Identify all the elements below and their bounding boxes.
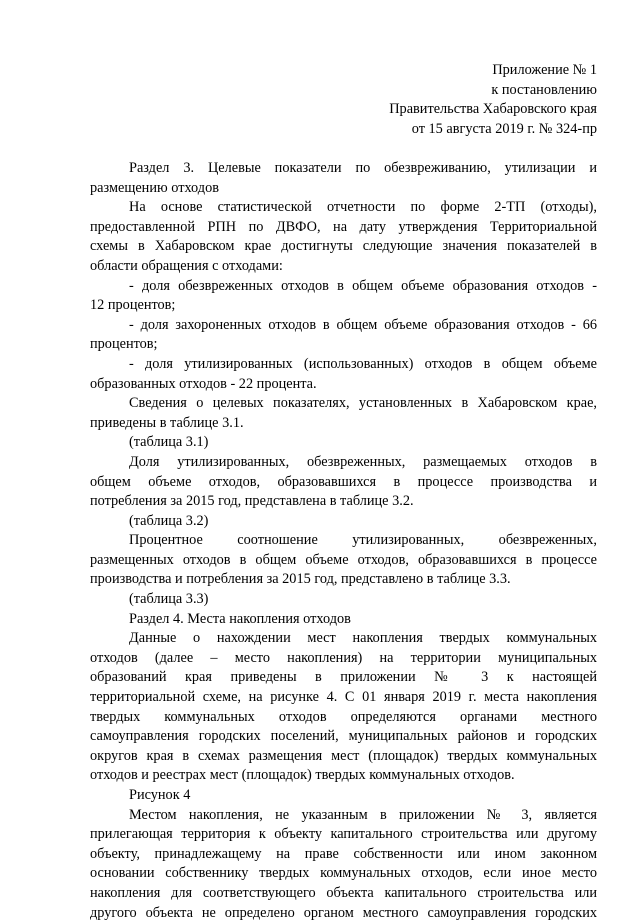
text-line: образований края приведены в приложении № 3 к настоящей <box>90 669 597 686</box>
text-line: другого объекта не определено органом местного самоуправления городских <box>90 904 597 921</box>
text-line: отходов и реестрах мест (площадок) твердых коммунальных отходов. <box>90 767 515 784</box>
text-line: На основе статистической отчетности по форме 2-ТП (отходы), <box>129 199 597 216</box>
text-line: Раздел 3. Целевые показатели по обезвреживанию, утилизации и <box>129 160 597 176</box>
text-line: предоставленной РПН по ДВФО, на дату утверждения Территориальной <box>90 218 597 235</box>
text-line: твердых коммунальных отходов определяются органами местного <box>90 708 597 725</box>
text-line: производства и потребления за 2015 год, представлено в таблице 3.3. <box>90 571 511 588</box>
text-line: Данные о нахождении мест накопления твердых коммунальных <box>129 630 597 647</box>
text-line: размещению отходов <box>90 179 219 196</box>
text-line: Раздел 4. Места накопления отходов <box>129 610 351 627</box>
text-line: схемы в Хабаровском крае достигнуты следующие значения показателей в <box>90 238 597 255</box>
appendix-number: Приложение № 1 <box>492 62 597 78</box>
text-line: (таблица 3.3) <box>129 591 209 608</box>
text-line: области обращения с отходами: <box>90 257 283 274</box>
document-body <box>90 159 597 923</box>
text-line: объекту, принадлежащему на праве собственности или ином законном <box>90 845 597 862</box>
text-line: Процентное соотношение утилизированных, обезвреженных, <box>129 532 597 549</box>
text-line: потребления за 2015 год, представлена в таблице 3.2. <box>90 493 414 510</box>
text-line: Рисунок 4 <box>129 787 191 803</box>
appendix-ref: к постановлению <box>491 81 597 98</box>
appendix-header <box>389 61 597 139</box>
text-line: размещенных отходов в общем объеме отходов, образовавшихся в процессе <box>90 551 597 568</box>
text-line: образованных отходов - 22 процента. <box>90 375 317 392</box>
text-line: общем объеме отходов, образовавшихся в процессе производства и <box>90 473 597 490</box>
text-line: - доля обезвреженных отходов в общем объеме образования отходов - <box>129 277 597 294</box>
text-line: отходов (далее – место накопления) на территории муниципальных <box>90 649 597 666</box>
appendix-date: от 15 августа 2019 г. № 324-пр <box>411 120 597 137</box>
text-line: прилегающая территория к объекту капитального строительства или другому <box>90 826 597 843</box>
appendix-authority: Правительства Хабаровского края <box>389 101 597 118</box>
text-line: территориальной схеме, на рисунке 4. С 01 января 2019 г. места накопления <box>90 689 597 706</box>
text-line: (таблица 3.1) <box>129 434 209 451</box>
text-line: округов края в схемах размещения мест (площадок) твердых коммунальных <box>90 747 597 764</box>
text-line: приведены в таблице 3.1. <box>90 414 244 431</box>
text-line: - доля захороненных отходов в общем объеме образования отходов - 66 <box>129 316 597 333</box>
text-line: - доля утилизированных (использованных) отходов в общем объеме <box>129 355 597 372</box>
text-line: накопления для соответствующего объекта капитального строительства или <box>90 884 597 901</box>
text-line: процентов; <box>90 336 158 353</box>
text-line: Сведения о целевых показателях, установленных в Хабаровском крае, <box>129 395 597 412</box>
text-line: основании собственнику твердых коммунальных отходов, если иное место <box>90 865 597 882</box>
text-line: (таблица 3.2) <box>129 512 209 529</box>
text-line: самоуправления городских поселений, муниципальных районов и городских <box>90 728 597 745</box>
text-line: Доля утилизированных, обезвреженных, размещаемых отходов в <box>129 453 597 470</box>
text-line: Местом накопления, не указанным в приложении № 3, является <box>129 806 597 823</box>
text-line: 12 процентов; <box>90 297 176 314</box>
